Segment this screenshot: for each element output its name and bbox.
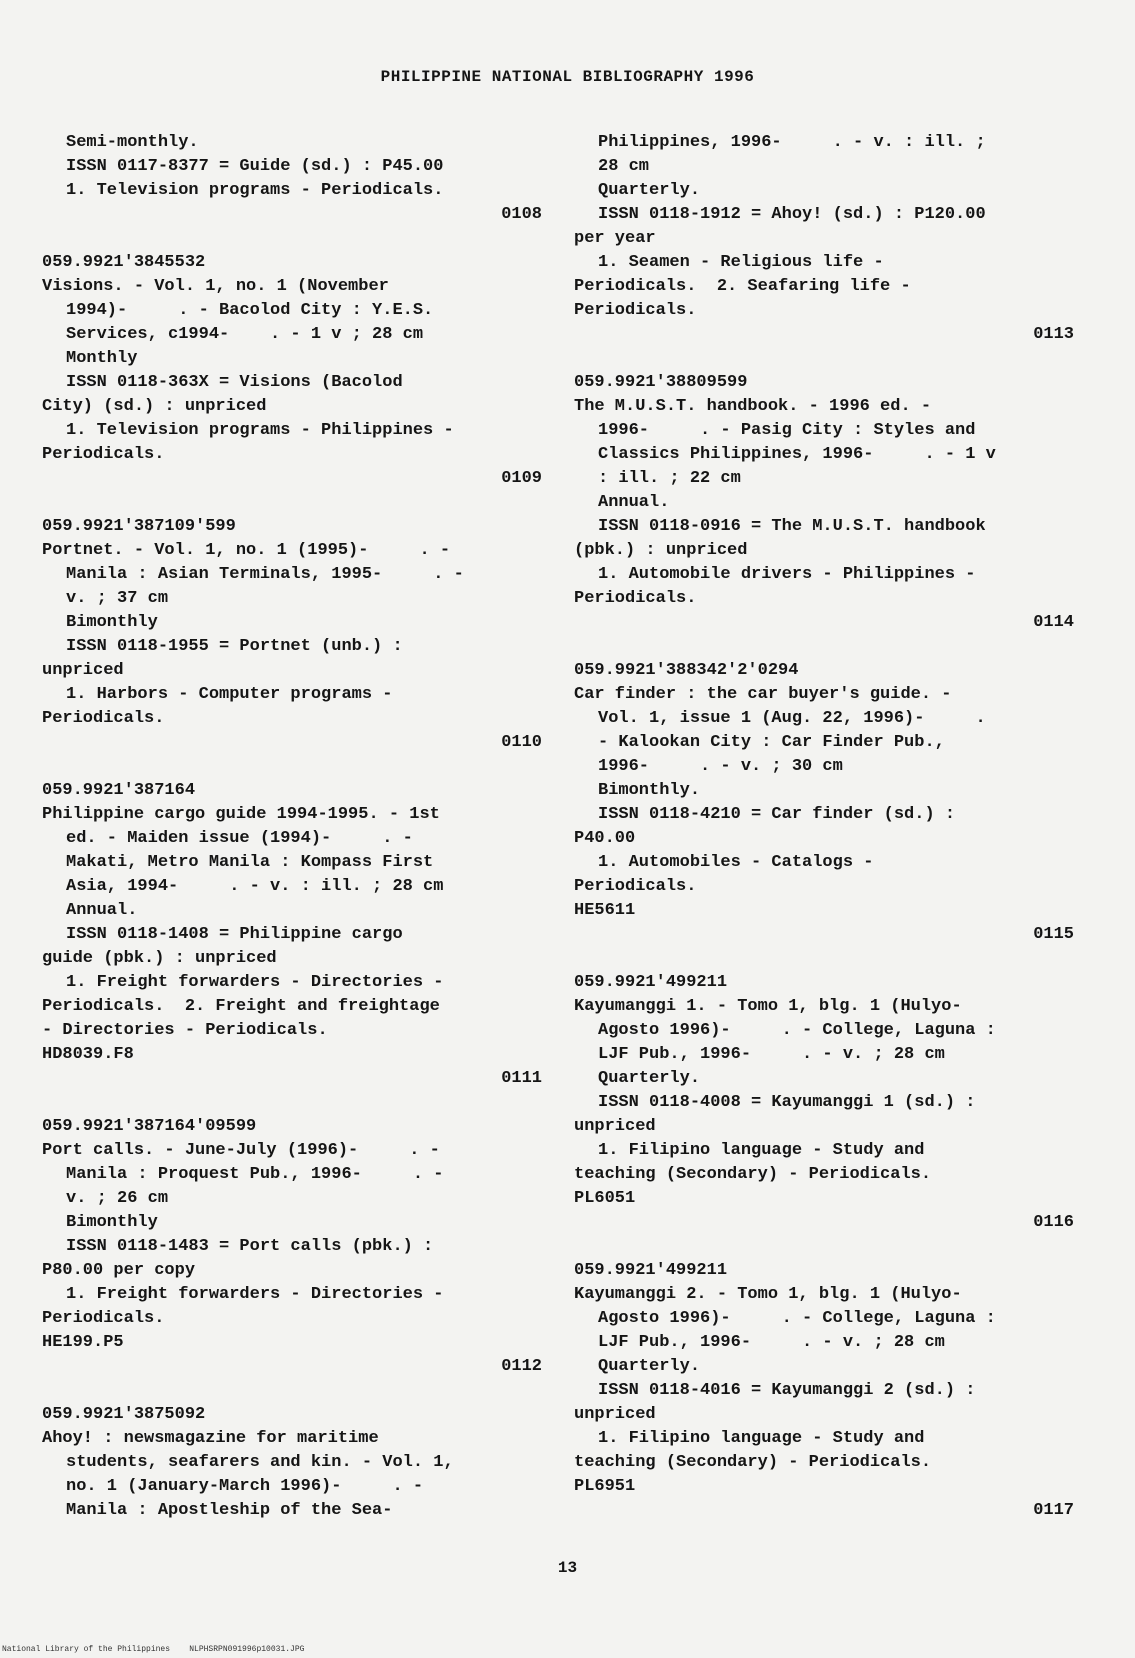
entry-line: 1. Filipino language - Study and: [598, 1429, 925, 1448]
entry-line: The M.U.S.T. handbook. - 1996 ed. -: [574, 397, 932, 416]
entry-line: 059.9921'3845532: [42, 253, 206, 272]
entry-line: Periodicals.: [574, 877, 697, 896]
entry-line: Kayumanggi 2. - Tomo 1, blg. 1 (Hulyo-: [574, 1285, 962, 1304]
bibliographic-entry: [42, 1115, 542, 1379]
entry-line: 1. Television programs - Periodicals.: [66, 181, 444, 200]
entry-line: Periodicals.: [42, 1309, 165, 1328]
entry-line: LJF Pub., 1996- . - v. ; 28 cm: [598, 1333, 945, 1352]
entry-line: Philippines, 1996- . - v. : ill. ;: [598, 133, 986, 152]
bibliographic-entry: [42, 131, 542, 227]
entry-line: 059.9921'499211: [574, 973, 728, 992]
entry-line: Vol. 1, issue 1 (Aug. 22, 1996)- .: [598, 709, 986, 728]
entry-number: 0108: [501, 205, 542, 224]
bibliographic-entry: [42, 251, 542, 491]
page-number: 13: [557, 1559, 578, 1577]
entry-line: P80.00 per copy: [42, 1261, 196, 1280]
entry-line: Makati, Metro Manila : Kompass First: [66, 853, 434, 872]
entry-line: ISSN 0118-4210 = Car finder (sd.) :: [598, 805, 956, 824]
entry-line: ISSN 0118-1408 = Philippine cargo: [66, 925, 403, 944]
entry-line: Bimonthly: [66, 613, 158, 632]
entry-line: 1. Automobiles - Catalogs -: [598, 853, 874, 872]
entry-line: HE199.P5: [42, 1333, 124, 1352]
entry-line: Philippine cargo guide 1994-1995. - 1st: [42, 805, 440, 824]
bibliographic-entry: [574, 971, 1074, 1235]
entry-line: 059.9921'38809599: [574, 373, 748, 392]
entry-line: per year: [574, 229, 656, 248]
entry-line: PL6051: [574, 1189, 636, 1208]
entry-line: Monthly: [66, 349, 138, 368]
entry-line: teaching (Secondary) - Periodicals.: [574, 1453, 932, 1472]
entry-line: City) (sd.) : unpriced: [42, 397, 267, 416]
entry-line: : ill. ; 22 cm: [598, 469, 741, 488]
entry-line: unpriced: [42, 661, 124, 680]
entry-line: no. 1 (January-March 1996)- . -: [66, 1477, 424, 1496]
entry-line: v. ; 26 cm: [66, 1189, 169, 1208]
entry-line: Visions. - Vol. 1, no. 1 (November: [42, 277, 389, 296]
bibliographic-entry: [574, 1259, 1074, 1523]
entry-line: students, seafarers and kin. - Vol. 1,: [66, 1453, 454, 1472]
bibliographic-entry: [42, 1403, 542, 1523]
entry-line: 059.9921'388342'2'0294: [574, 661, 799, 680]
entry-number: 0115: [1033, 925, 1074, 944]
entry-line: Ahoy! : newsmagazine for maritime: [42, 1429, 379, 1448]
entry-line: guide (pbk.) : unpriced: [42, 949, 277, 968]
entry-line: Periodicals. 2. Freight and freightage: [42, 997, 440, 1016]
entry-line: Manila : Asian Terminals, 1995- . -: [66, 565, 464, 584]
entry-line: 1. Automobile drivers - Philippines -: [598, 565, 976, 584]
entry-line: HD8039.F8: [42, 1045, 134, 1064]
entry-line: P40.00: [574, 829, 636, 848]
entry-line: ISSN 0118-4008 = Kayumanggi 1 (sd.) :: [598, 1093, 976, 1112]
right-column: [574, 131, 1074, 1547]
entry-line: Agosto 1996)- . - College, Laguna :: [598, 1021, 996, 1040]
entry-line: Car finder : the car buyer's guide. -: [574, 685, 952, 704]
entry-number: 0114: [1033, 613, 1074, 632]
entry-line: 059.9921'499211: [574, 1261, 728, 1280]
entry-number: 0111: [501, 1069, 542, 1088]
entry-line: (pbk.) : unpriced: [574, 541, 748, 560]
entry-number: 0116: [1033, 1213, 1074, 1232]
entry-line: 1. Filipino language - Study and: [598, 1141, 925, 1160]
entry-line: 059.9921'387109'599: [42, 517, 236, 536]
entry-line: 1. Television programs - Philippines -: [66, 421, 454, 440]
entry-line: 059.9921'387164: [42, 781, 196, 800]
entry-line: ISSN 0118-0916 = The M.U.S.T. handbook: [598, 517, 986, 536]
entry-line: Bimonthly: [66, 1213, 158, 1232]
entry-line: Manila : Proquest Pub., 1996- . -: [66, 1165, 444, 1184]
bibliographic-entry: [574, 371, 1074, 635]
entry-line: Periodicals.: [42, 445, 165, 464]
bibliographic-entry: [574, 659, 1074, 947]
entry-line: ISSN 0118-363X = Visions (Bacolod: [66, 373, 403, 392]
left-column: [42, 131, 542, 1547]
entry-number: 0109: [501, 469, 542, 488]
entry-line: Agosto 1996)- . - College, Laguna :: [598, 1309, 996, 1328]
entry-line: Port calls. - June-July (1996)- . -: [42, 1141, 440, 1160]
entry-line: Periodicals.: [574, 589, 697, 608]
entry-line: unpriced: [574, 1405, 656, 1424]
entry-line: PL6951: [574, 1477, 636, 1496]
entry-line: Periodicals. 2. Seafaring life -: [574, 277, 911, 296]
entry-line: Semi-monthly.: [66, 133, 199, 152]
entry-line: Classics Philippines, 1996- . - 1 v: [598, 445, 996, 464]
entry-line: 1994)- . - Bacolod City : Y.E.S.: [66, 301, 434, 320]
entry-line: Manila : Apostleship of the Sea-: [66, 1501, 393, 1520]
entry-line: ISSN 0118-1912 = Ahoy! (sd.) : P120.00: [598, 205, 986, 224]
entry-line: 1. Freight forwarders - Directories -: [66, 1285, 444, 1304]
entry-number: 0110: [501, 733, 542, 752]
entry-line: ed. - Maiden issue (1994)- . -: [66, 829, 413, 848]
entry-line: Kayumanggi 1. - Tomo 1, blg. 1 (Hulyo-: [574, 997, 962, 1016]
entry-line: 28 cm: [598, 157, 650, 176]
entry-line: ISSN 0117-8377 = Guide (sd.) : P45.00: [66, 157, 444, 176]
entry-number: 0117: [1033, 1501, 1074, 1520]
entry-line: ISSN 0118-1483 = Port calls (pbk.) :: [66, 1237, 434, 1256]
entry-line: 1996- . - Pasig City : Styles and: [598, 421, 976, 440]
entry-line: - Kalookan City : Car Finder Pub.,: [598, 733, 945, 752]
entry-line: Quarterly.: [598, 181, 701, 200]
bibliographic-entry: [42, 515, 542, 755]
entry-line: Bimonthly.: [598, 781, 701, 800]
entry-line: Quarterly.: [598, 1357, 701, 1376]
bibliographic-entry: [574, 131, 1074, 347]
entry-line: HE5611: [574, 901, 636, 920]
entry-line: Quarterly.: [598, 1069, 701, 1088]
entry-line: Asia, 1994- . - v. : ill. ; 28 cm: [66, 877, 444, 896]
entry-line: teaching (Secondary) - Periodicals.: [574, 1165, 932, 1184]
entry-number: 0112: [501, 1357, 542, 1376]
entry-line: Annual.: [66, 901, 138, 920]
page-title: PHILIPPINE NATIONAL BIBLIOGRAPHY 1996: [380, 68, 755, 86]
entry-line: 1. Seamen - Religious life -: [598, 253, 884, 272]
entry-line: Portnet. - Vol. 1, no. 1 (1995)- . -: [42, 541, 451, 560]
entry-line: Annual.: [598, 493, 670, 512]
entry-line: 059.9921'387164'09599: [42, 1117, 257, 1136]
entry-line: v. ; 37 cm: [66, 589, 169, 608]
entry-line: 059.9921'3875092: [42, 1405, 206, 1424]
entry-line: 1. Harbors - Computer programs -: [66, 685, 393, 704]
entry-line: ISSN 0118-4016 = Kayumanggi 2 (sd.) :: [598, 1381, 976, 1400]
entry-line: 1996- . - v. ; 30 cm: [598, 757, 843, 776]
footer-credit: National Library of the Philippines NLPHSRPN091996p10031.JPG: [2, 1645, 305, 1654]
entry-line: 1. Freight forwarders - Directories -: [66, 973, 444, 992]
bibliographic-entry: [42, 779, 542, 1091]
entry-line: Periodicals.: [574, 301, 697, 320]
entry-line: ISSN 0118-1955 = Portnet (unb.) :: [66, 637, 403, 656]
entry-line: LJF Pub., 1996- . - v. ; 28 cm: [598, 1045, 945, 1064]
entry-number: 0113: [1033, 325, 1074, 344]
entry-line: unpriced: [574, 1117, 656, 1136]
entry-line: Periodicals.: [42, 709, 165, 728]
entry-line: - Directories - Periodicals.: [42, 1021, 328, 1040]
entry-line: Services, c1994- . - 1 v ; 28 cm: [66, 325, 424, 344]
